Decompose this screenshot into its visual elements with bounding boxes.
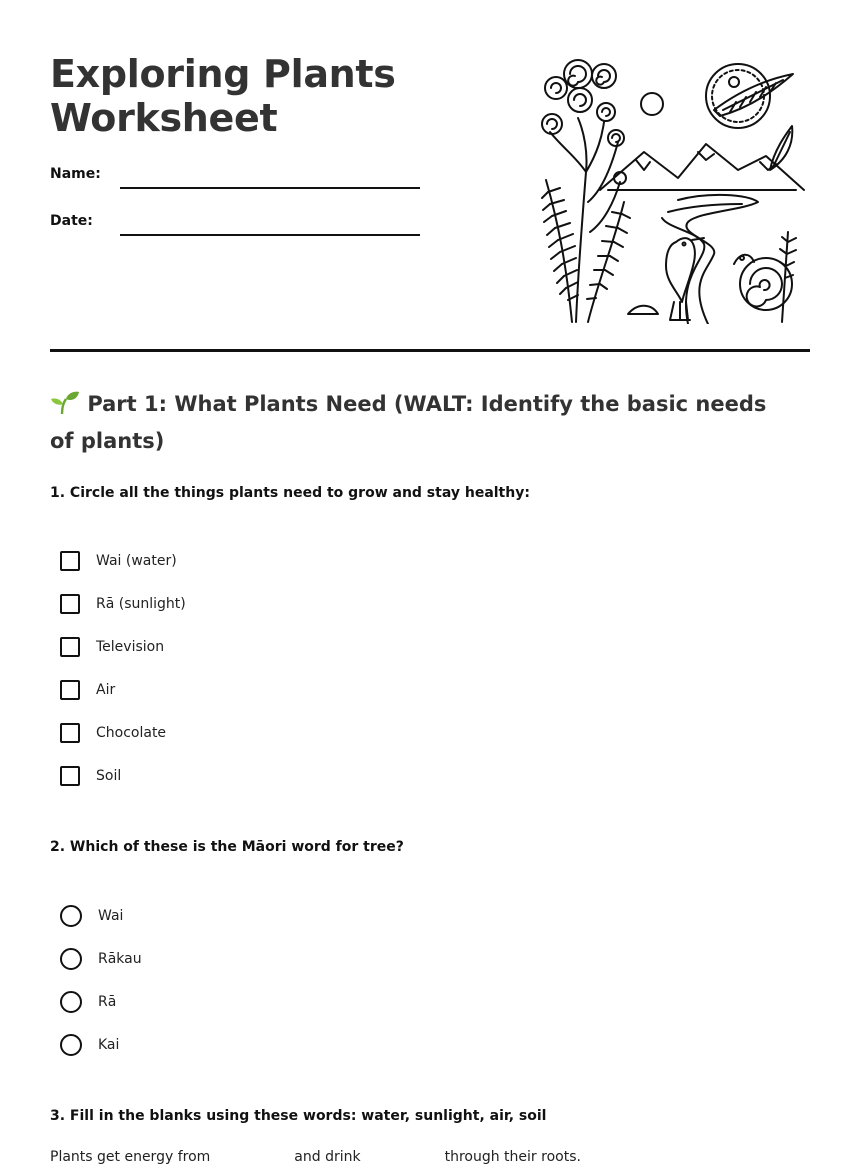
name-label: Name: — [50, 166, 101, 182]
date-label: Date: — [50, 213, 93, 229]
radio-button[interactable] — [60, 1034, 82, 1056]
section-divider — [50, 349, 810, 352]
checkbox[interactable] — [60, 766, 80, 786]
fill-in-sentence — [50, 1149, 581, 1165]
checkbox[interactable] — [60, 594, 80, 614]
radio-button[interactable] — [60, 905, 82, 927]
checkbox[interactable] — [60, 680, 80, 700]
sentence-part-2: and drink — [294, 1149, 361, 1165]
date-field[interactable] — [120, 234, 420, 236]
option-label: Wai (water) — [96, 553, 177, 569]
q2-option-4[interactable] — [60, 1033, 119, 1057]
q1-option-3[interactable] — [60, 635, 164, 659]
bird-icon — [666, 238, 704, 320]
q2-option-1[interactable] — [60, 904, 123, 928]
radio-button[interactable] — [60, 991, 82, 1013]
q2-option-2[interactable] — [60, 947, 142, 971]
q1-option-1[interactable] — [60, 549, 177, 573]
sentence-part-3: through their roots. — [444, 1149, 581, 1165]
option-label: Wai — [98, 908, 124, 924]
worksheet-title: Exploring Plants Worksheet — [50, 52, 396, 140]
worksheet-page — [50, 0, 810, 1165]
q1-option-4[interactable] — [60, 678, 115, 702]
checkbox[interactable] — [60, 551, 80, 571]
option-label: Rākau — [98, 951, 142, 967]
part1-title: Part 1: What Plants Need (WALT: Identify the basic needs of plants) — [50, 392, 767, 453]
question-3: 3. Fill in the blanks using these words: water, sunlight, air, soil — [50, 1108, 547, 1124]
option-label: Soil — [96, 768, 122, 784]
question-1: 1. Circle all the things plants need to grow and stay healthy: — [50, 485, 530, 501]
option-label: Kai — [98, 1037, 120, 1053]
q2-option-3[interactable] — [60, 990, 116, 1014]
sentence-part-1: Plants get energy from — [50, 1149, 211, 1165]
option-label: Chocolate — [96, 725, 167, 741]
sprout-icon — [50, 390, 80, 414]
name-field[interactable] — [120, 187, 420, 189]
radio-button[interactable] — [60, 948, 82, 970]
checkbox[interactable] — [60, 723, 80, 743]
nature-scene-illustration — [538, 52, 810, 324]
option-label: Air — [96, 682, 116, 698]
checkbox[interactable] — [60, 637, 80, 657]
q1-option-2[interactable] — [60, 592, 186, 616]
q1-option-6[interactable] — [60, 764, 121, 788]
moon-icon — [641, 93, 663, 115]
part1-heading — [50, 386, 790, 460]
option-label: Television — [96, 639, 165, 655]
q1-option-5[interactable] — [60, 721, 166, 745]
option-label: Rā (sunlight) — [96, 596, 186, 612]
mountains-icon — [600, 144, 804, 190]
fern-icon — [542, 180, 630, 322]
option-label: Rā — [98, 994, 117, 1010]
question-2: 2. Which of these is the Māori word for tree? — [50, 839, 404, 855]
